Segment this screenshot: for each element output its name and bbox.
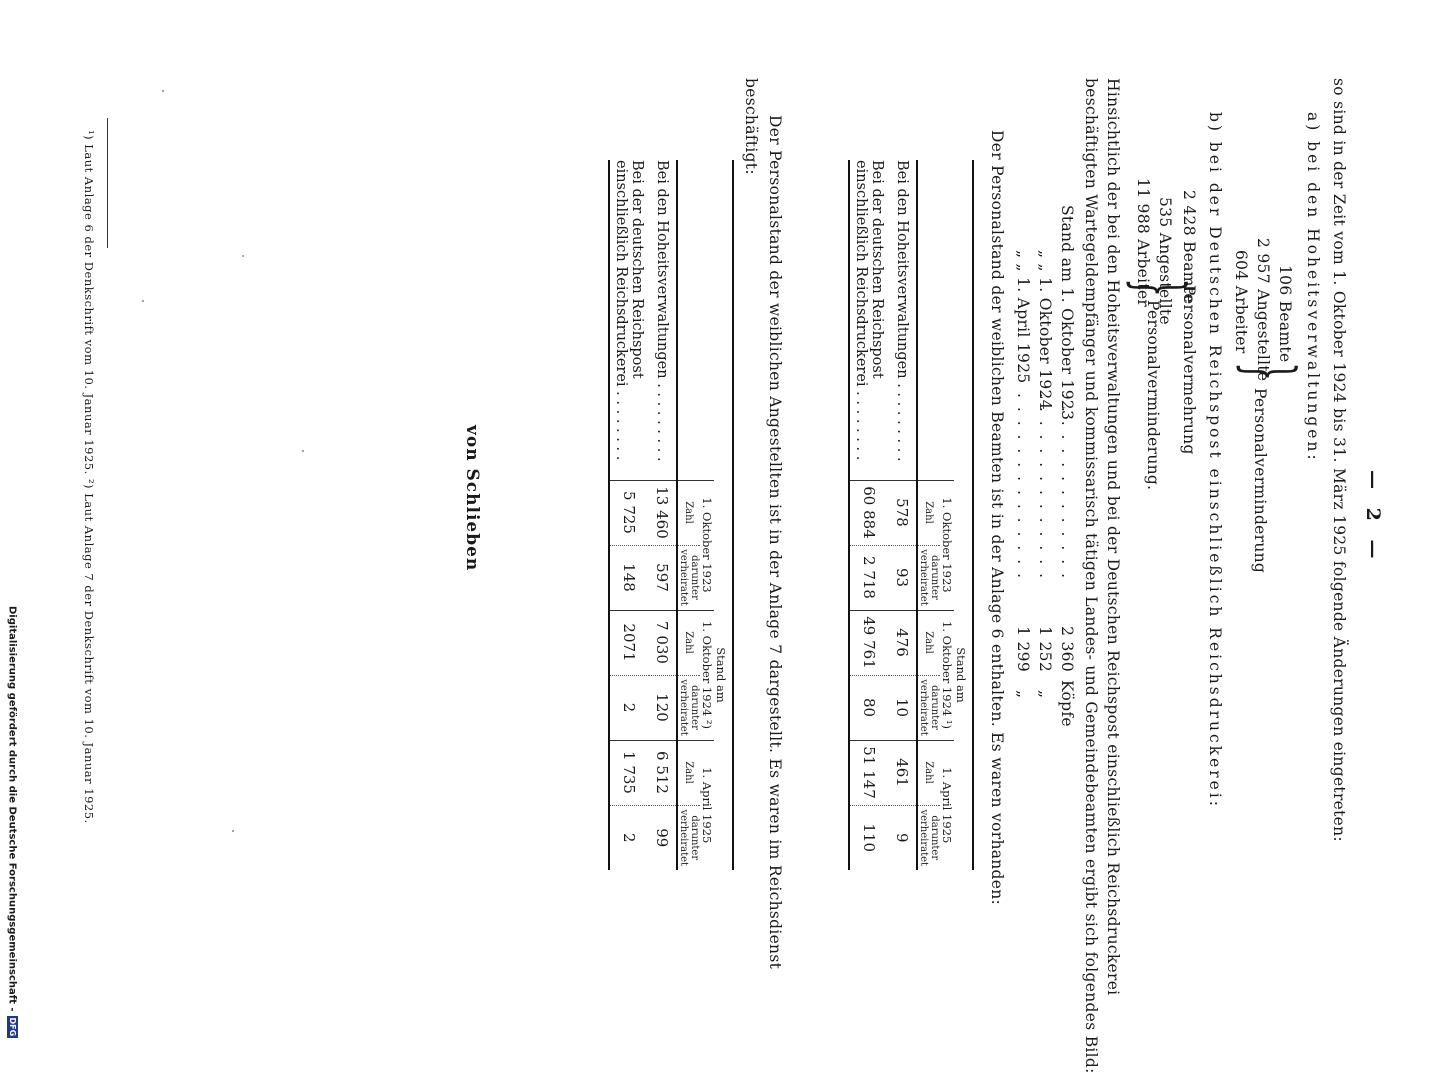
table1-subheader: darunter verheiratet [917, 805, 940, 870]
stand-row-value: 2 360 [1058, 626, 1076, 672]
stand-row-value: 1 299 [1014, 626, 1032, 672]
scan-speck [142, 300, 144, 302]
table1-stand-header: Stand am [954, 647, 968, 703]
table-female-officials [848, 160, 974, 870]
section-a-bracket-label: Personalverminderung [1251, 388, 1269, 574]
table1-cell: 93 [889, 545, 917, 610]
stand-row-unit: Köpfe [1058, 680, 1076, 727]
table1-cell: 578 [889, 480, 917, 545]
section-a-item: 106 Beamte [1276, 265, 1294, 363]
table2-subheader: darunter verheiratet [677, 805, 700, 870]
digitization-note: Digitalisierung gefördert durch die Deutsche Forschungsgemeinschaft -DFG [6, 606, 18, 1037]
table-row [649, 160, 677, 870]
table2-cell: 6 512 [649, 740, 677, 805]
stand-row-value: 1 252 [1036, 626, 1054, 672]
table1-cell: 10 [889, 675, 917, 740]
table2-cell: 120 [649, 675, 677, 740]
table1-cell: 51 147 [849, 740, 889, 805]
table2-cell: 99 [649, 805, 677, 870]
table-row [849, 160, 889, 870]
table1-cell: 60 884 [849, 480, 889, 545]
section-a-item: 604 Arbeiter [1232, 250, 1250, 354]
section-b-increase-label: Personalvermehrung [1180, 285, 1198, 455]
table1-date-header: 1. Oktober 1924 ¹) [940, 610, 954, 740]
table2-cell: 148 [609, 545, 649, 610]
table1-cell: 476 [889, 610, 917, 675]
table1-cell: 49 761 [849, 610, 889, 675]
table2-row-label: Bei der deutschen Reichspost einschließlich Reichsdruckerei . . . . . . . . [613, 160, 646, 461]
bracket-a: } [1230, 362, 1307, 382]
table2-cell: 7 030 [649, 610, 677, 675]
footnote: ¹) Laut Anlage 6 der Denkschrift vom 10. Januar 1925. ²) Laut Anlage 7 der Denkschrift vom 10. Januar 1925. [82, 130, 96, 824]
section-b-heading: b) bei der Deutschen Reichspost einschließlich Reichsdruckerei: [1206, 112, 1224, 810]
section-a-item: 2 957 Angestellte [1254, 238, 1272, 382]
dfg-logo: DFG [8, 1017, 17, 1037]
table2-subheader: Zahl [677, 740, 700, 805]
scan-speck [302, 450, 304, 452]
table1-subheader: Zahl [917, 740, 940, 805]
table2-cell: 13 460 [649, 480, 677, 545]
table2-cell: 2071 [609, 610, 649, 675]
intro-line: so sind in der Zeit vom 1. Oktober 1924 bis 31. März 1925 folgende Änderungen eingetreten: [1330, 78, 1348, 842]
table-row [889, 160, 917, 870]
scan-speck [162, 90, 164, 92]
paragraph-line: beschäftigt: [742, 78, 760, 175]
paragraph-line: beschäftigten Wartegeldempfänger und kommissarisch tätigen Landes- und Gemeindebeamten ergibt sich folgendes Bild: [1082, 78, 1100, 1074]
dot-leader: . . . . . . . . . . . . . . [1058, 393, 1076, 581]
table2-date-header: 1. Oktober 1924 ²) [700, 610, 714, 740]
table-female-employees [608, 160, 734, 870]
table2-cell: 5 725 [609, 480, 649, 545]
table2-cell: 2 [609, 675, 649, 740]
section-b-item: 2 428 Beamte [1180, 190, 1198, 303]
scan-speck [242, 255, 244, 257]
table1-row-label: Bei der deutschen Reichspost einschließlich Reichsdruckerei . . . . . . . . [853, 160, 886, 461]
stand-row-label: „ „ 1. April 1925 [1014, 250, 1032, 384]
table1-date-header: 1. Oktober 1923 [940, 480, 954, 610]
stand-row-label: Stand am 1. Oktober 1923 [1058, 205, 1076, 421]
table-row [609, 160, 649, 870]
dot-leader: . . . . . . . . . . . . . . [1014, 393, 1032, 581]
table2-date-header: 1. April 1925 [700, 740, 714, 870]
table1-corner [917, 160, 973, 480]
table1-cell: 461 [889, 740, 917, 805]
table2-stand-header: Stand am [714, 647, 728, 703]
table1-cell: 2 718 [849, 545, 889, 610]
section-a-heading: a) bei den Hoheitsverwaltungen: [1304, 112, 1322, 463]
table2-cell: 597 [649, 545, 677, 610]
table1-cell: 9 [889, 805, 917, 870]
table1-caption: Der Personalstand der weiblichen Beamten ist in der Anlage 6 enthalten. Es waren vorhanden: [988, 130, 1006, 906]
table1-cell: 110 [849, 805, 889, 870]
table1-subheader: darunter verheiratet [917, 545, 940, 610]
table2-subheader: Zahl [677, 480, 700, 545]
table2-corner [677, 160, 733, 480]
footnote-rule [107, 118, 108, 248]
table2-cell: 1 735 [609, 740, 649, 805]
bracket-b: } [1120, 278, 1197, 298]
section-b-decrease-label: Personalverminderung. [1144, 300, 1162, 491]
table1-subheader: Zahl [917, 610, 940, 675]
scan-speck [232, 830, 234, 832]
table2-date-header: 1. Oktober 1923 [700, 480, 714, 610]
signature: von Schlieben [462, 425, 482, 572]
section-b-item: 11 988 Arbeiter [1134, 178, 1152, 308]
paragraph-line: Der Personalstand der weiblichen Angestellten ist in der Anlage 7 dargestellt. Es waren im Reichsdienst [766, 115, 784, 970]
stand-row-label: „ „ 1. Oktober 1924 [1036, 250, 1054, 410]
stand-row-unit: „ [1036, 690, 1054, 699]
table1-cell: 80 [849, 675, 889, 740]
table2-subheader: darunter verheiratet [677, 675, 700, 740]
dot-leader: . . . . . . . . . . . . . . [1036, 393, 1054, 581]
table1-subheader: Zahl [917, 480, 940, 545]
paragraph-line: Hinsichtlich der bei den Hoheitsverwaltungen und bei der Deutschen Reichspost einschließlich Reichsdruckerei [1104, 78, 1122, 996]
table1-date-header: 1. April 1925 [940, 740, 954, 870]
table2-cell: 2 [609, 805, 649, 870]
table1-row-label: Bei den Hoheitsverwaltungen . . . . . . . . . [894, 160, 911, 462]
table2-subheader: darunter verheiratet [677, 545, 700, 610]
table1-subheader: darunter verheiratet [917, 675, 940, 740]
stand-row-unit: „ [1014, 690, 1032, 699]
table2-subheader: Zahl [677, 610, 700, 675]
page-number: — 2 — [1362, 470, 1384, 565]
section-b-item: 535 Angestellte [1156, 197, 1174, 325]
table2-row-label: Bei den Hoheitsverwaltungen . . . . . . . . . [654, 160, 671, 462]
